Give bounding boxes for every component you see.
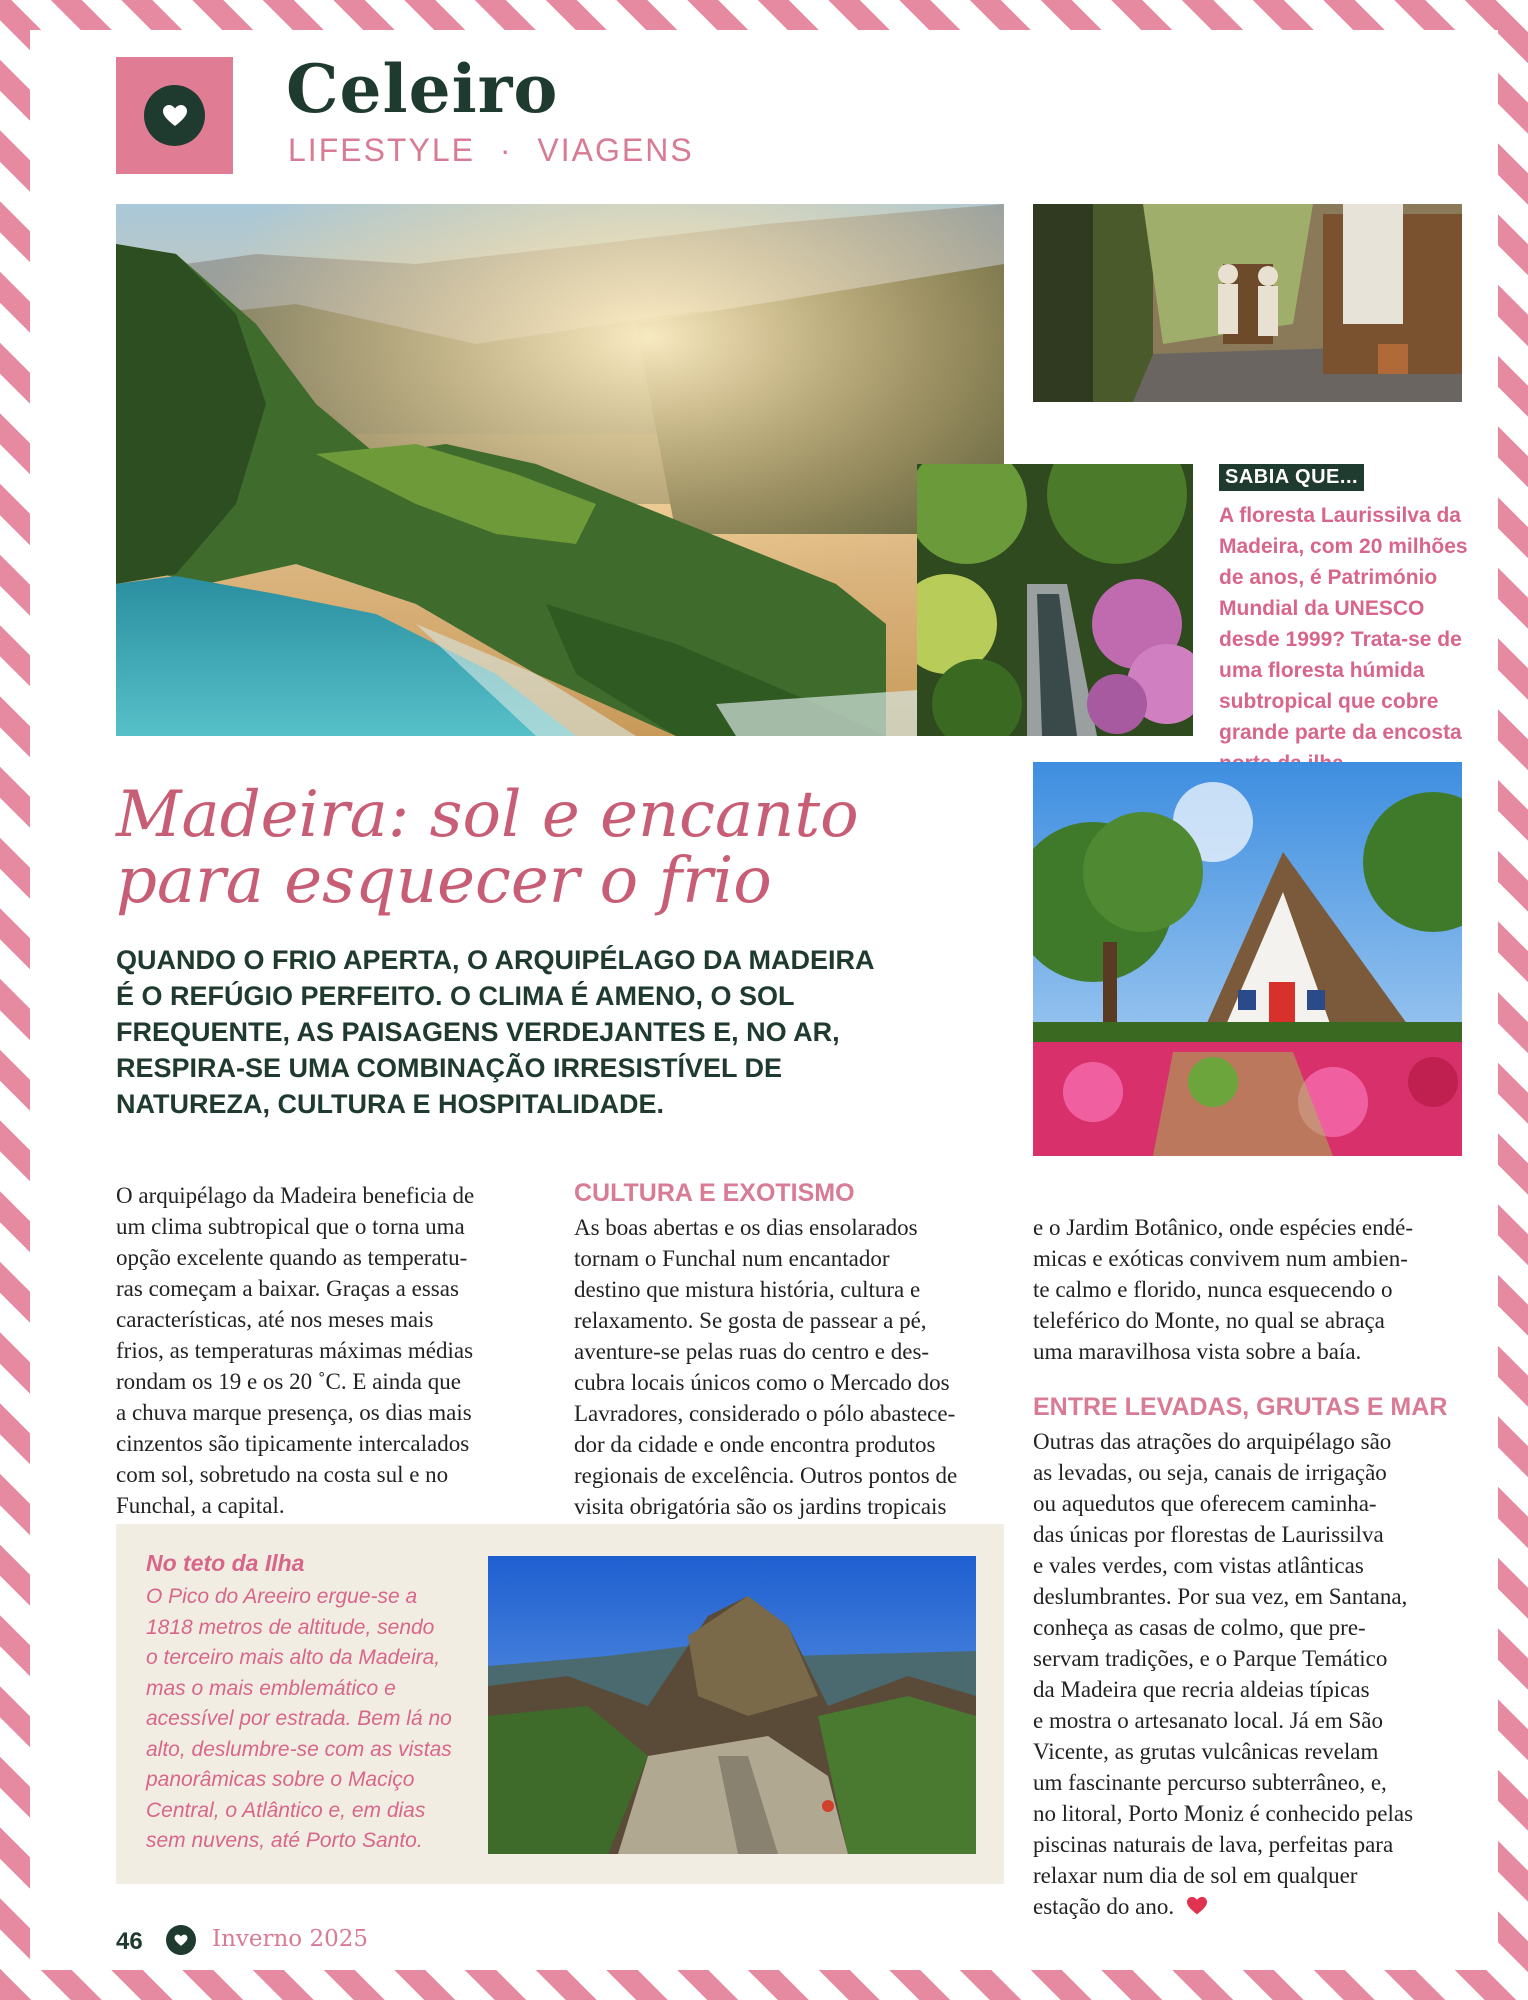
heart-icon	[166, 1925, 196, 1955]
section-lifestyle: LIFESTYLE	[288, 132, 475, 168]
column-1-text	[116, 1180, 536, 1521]
section-viagens: VIAGENS	[537, 132, 694, 168]
text-line: e vales verdes, com vistas atlânticas	[1033, 1553, 1364, 1578]
text-line: acessível por estrada. Bem lá no	[146, 1707, 452, 1730]
text-line: O arquipélago da Madeira beneficia de	[116, 1183, 475, 1208]
text-line: deslumbrantes. Por sua vez, em Santana,	[1033, 1584, 1408, 1609]
column-2-text	[574, 1212, 1004, 1522]
text-line: relaxar num dia de sol em qualquer	[1033, 1863, 1358, 1888]
text-line: As boas abertas e os dias ensolarados	[574, 1215, 918, 1240]
text-line: ou aquedutos que oferecem caminha-	[1033, 1491, 1377, 1516]
text-line: O Pico do Areeiro ergue-se a	[146, 1585, 418, 1608]
article-headline	[116, 778, 916, 918]
text-line: mas o mais emblemático e	[146, 1676, 396, 1700]
text-line: a chuva marque presença, os dias mais	[116, 1400, 472, 1425]
text-line: um fascinante percurso subterrâneo, e,	[1033, 1770, 1387, 1795]
text-line: sem nuvens, até Porto Santo.	[146, 1829, 423, 1852]
heart-icon	[1186, 1893, 1208, 1924]
text-line-end: estação do ano.	[1033, 1894, 1175, 1919]
photo-pico-areeiro	[488, 1556, 976, 1854]
column-3-text-top	[1033, 1212, 1473, 1367]
text-line: o terceiro mais alto da Madeira,	[146, 1646, 441, 1669]
text-line: características, até nos meses mais	[116, 1307, 434, 1332]
text-line: visita obrigatória são os jardins tropicais	[574, 1494, 947, 1519]
text-line: alto, deslumbre-se com as vistas	[146, 1737, 452, 1761]
photo-levada-path	[917, 464, 1193, 736]
text-line: cubra locais únicos como o Mercado dos	[574, 1370, 950, 1395]
text-line: com sol, sobretudo na costa sul e no	[116, 1462, 449, 1487]
text-line: relaxamento. Se gosta de passear a pé,	[574, 1308, 927, 1333]
heading-levadas: ENTRE LEVADAS, GRUTAS E MAR	[1033, 1393, 1448, 1421]
text-line: um clima subtropical que o torna uma	[116, 1214, 465, 1239]
text-line: as levadas, ou seja, canais de irrigação	[1033, 1460, 1387, 1485]
headline-line-1: Madeira: sol e encanto	[116, 778, 859, 852]
text-line: Central, o Atlântico e, em dias	[146, 1798, 426, 1822]
photo-coast-landscape	[116, 204, 1004, 736]
text-line: cinzentos são tipicamente intercalados	[116, 1431, 470, 1456]
box-text	[146, 1582, 466, 1857]
text-line: tornam o Funchal num encantador	[574, 1246, 890, 1271]
text-line: frios, as temperaturas máximas médias	[116, 1338, 474, 1363]
page	[30, 30, 1498, 1970]
text-line: servam tradições, e o Parque Temático	[1033, 1646, 1388, 1671]
photo-santana-house	[1033, 762, 1462, 1156]
text-line: destino que mistura história, cultura e	[574, 1277, 921, 1302]
headline-line-2: para esquecer o frio	[116, 844, 772, 918]
sidebar-box-pico	[116, 1524, 1004, 1884]
text-line: panorâmicas sobre o Maciço	[146, 1768, 415, 1791]
issue-label: Inverno 2025	[212, 1926, 369, 1952]
text-line: no litoral, Porto Moniz é conhecido pelas	[1033, 1801, 1414, 1826]
article-lead: QUANDO O FRIO APERTA, O ARQUIPÉLAGO DA MADEIRA É O REFÚGIO PERFEITO. O CLIMA É AMENO, O SOL FREQUENTE, AS PAISAGENS VERDEJANTES E, NO AR, RESPIRA-SE UMA COMBINAÇÃO IRRESISTÍVEL DE NATUREZA, CULTURA E HOSPITALIDADE.	[116, 945, 874, 1119]
text-line: Vicente, as grutas vulcânicas revelam	[1033, 1739, 1379, 1764]
text-line: dor da cidade e onde encontra produtos	[574, 1432, 936, 1457]
heading-cultura: CULTURA E EXOTISMO	[574, 1179, 855, 1207]
column-3-text	[1033, 1426, 1473, 1924]
text-line: regionais de excelência. Outros pontos de	[574, 1463, 958, 1488]
text-line: das únicas por florestas de Laurissilva	[1033, 1522, 1384, 1547]
text-line: aventure-se pelas ruas do centro e des-	[574, 1339, 930, 1364]
section-label	[288, 132, 694, 169]
text-line: e mostra o artesanato local. Já em São	[1033, 1708, 1383, 1733]
text-line: te calmo e florido, nunca esquecendo o	[1033, 1277, 1393, 1302]
text-line: uma maravilhosa vista sobre a baía.	[1033, 1339, 1362, 1364]
text-line	[1033, 1891, 1473, 1924]
text-line: e o Jardim Botânico, onde espécies endé-	[1033, 1215, 1414, 1240]
page-number: 46	[116, 1928, 143, 1955]
brand-name: Celeiro	[286, 50, 559, 128]
text-line: piscinas naturais de lava, perfeitas para	[1033, 1832, 1394, 1857]
text-line: micas e exóticas convivem num ambien-	[1033, 1246, 1408, 1271]
text-line: 1818 metros de altitude, sendo	[146, 1615, 435, 1639]
heart-icon	[144, 85, 205, 146]
fact-label: SABIA QUE...	[1219, 464, 1364, 491]
text-line: Funchal, a capital.	[116, 1493, 285, 1518]
text-line: conheça as casas de colmo, que pre-	[1033, 1615, 1366, 1640]
text-line: Outras das atrações do arquipélago são	[1033, 1429, 1392, 1454]
text-line: rondam os 19 e os 20 ˚C. E ainda que	[116, 1369, 461, 1394]
box-title: No teto da Ilha	[146, 1550, 305, 1576]
fact-text: A floresta Laurissilva da Madeira, com 20 milhões de anos, é Património Mundial da UNESCO desde 1999? Trata-se de uma floresta húmida subtropical que cobre grande parte da encosta	[1219, 504, 1468, 744]
section-separator: ·	[499, 132, 513, 168]
logo	[116, 57, 233, 174]
photo-monte-toboggan	[1033, 204, 1462, 402]
text-line: teleférico do Monte, no qual se abraça	[1033, 1308, 1385, 1333]
text-line: opção excelente quando as temperatu-	[116, 1245, 468, 1270]
logo-circle	[144, 85, 205, 146]
text-line: Lavradores, considerado o pólo abastece-	[574, 1401, 956, 1426]
text-line: ras começam a baixar. Graças a essas	[116, 1276, 459, 1301]
text-line: da Madeira que recria aldeias típicas	[1033, 1677, 1370, 1702]
